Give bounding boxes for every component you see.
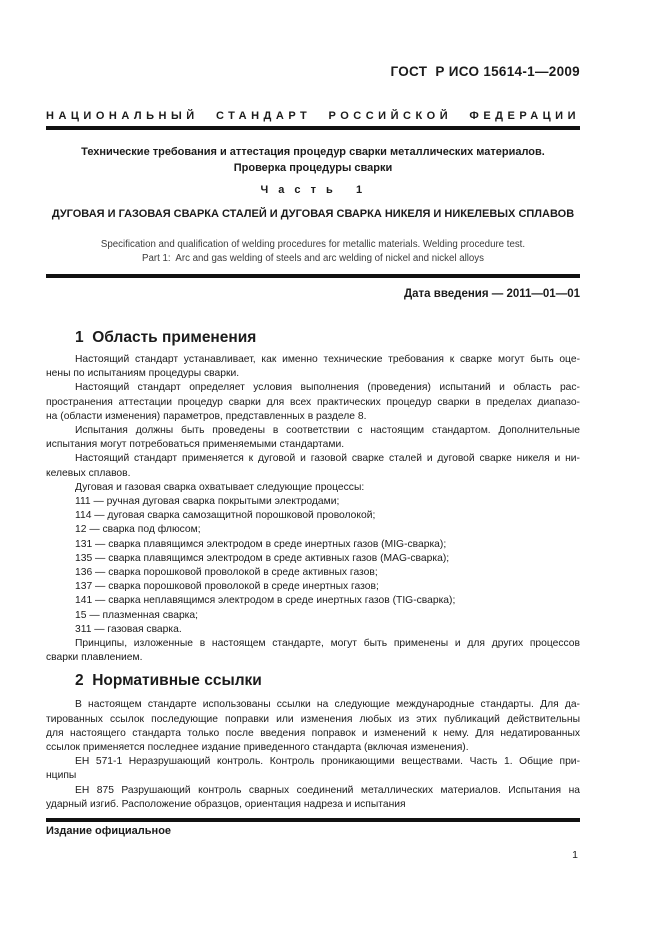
text-line: нены по испытаниям процедуры сварки. <box>46 368 240 380</box>
national-standard-line: НАЦИОНАЛЬНЫЙ СТАНДАРТ РОССИЙСКОЙ ФЕДЕРАЦИИ <box>46 110 580 122</box>
text-line: келевых сплавов. <box>46 467 131 479</box>
text-line: ссылок применяется последнее издание приведенного стандарта (включая изменения). <box>46 742 469 754</box>
text-line: 114 — дуговая сварка самозащитной порошковой проволокой; <box>75 510 376 522</box>
text-line: нципы <box>46 770 77 782</box>
paragraph <box>46 381 580 424</box>
text-line: 135 — сварка плавящимся электродом в среде активных газов (MAG-сварка); <box>75 552 450 564</box>
text-line: Настоящий стандарт применяется к дуговой и газовой сварке сталей и дуговой сварке никеля и ни- <box>75 453 580 465</box>
text-line: Настоящий стандарт устанавливает, как именно технические требования к сварке могут быть оце- <box>75 354 580 365</box>
title-ru-line1: Технические требования и аттестация процедур сварки металлических материалов. <box>81 146 545 158</box>
text-line: ЕН 875 Разрушающий контроль сварных соединений металлических материалов. Испытания на <box>75 784 580 796</box>
paragraph <box>46 452 580 480</box>
title-en-line1: Specification and qualification of welding procedures for metallic materials. Welding procedure test. <box>100 239 526 250</box>
text-line: ударный изгиб. Расположение образцов, ориентация надреза и испытания <box>46 798 406 810</box>
edition-note: Издание официальное <box>46 825 172 837</box>
title-rule <box>46 274 580 278</box>
text-line: сварки плавлением. <box>46 652 143 664</box>
text-line: тированных ссылок последующие поправки или изменения любых из этих публикаций действительны <box>46 713 580 725</box>
paragraph <box>46 424 580 452</box>
section-1-heading: 1 Область применения <box>75 329 257 346</box>
document-body <box>46 329 580 812</box>
part-label: Ч а с т ь 1 <box>260 184 366 196</box>
paragraph <box>46 755 580 783</box>
text-line: 311 — газовая сварка. <box>75 623 182 635</box>
text-line: 15 — плазменная сварка; <box>75 609 199 621</box>
title-en-line2: Part 1: Arc and gas welding of steels and arc welding of nickel and nickel alloys <box>142 253 484 264</box>
effective-date: Дата введения — 2011—01—01 <box>403 288 580 300</box>
main-title-caps: ДУГОВАЯ И ГАЗОВАЯ СВАРКА СТАЛЕЙ И ДУГОВАЯ СВАРКА НИКЕЛЯ И НИКЕЛЕВЫХ СПЛАВОВ <box>51 208 575 220</box>
text-line: пространения аттестации процедур сварки для всех практических процедур сварки в пределах диапазо- <box>46 396 580 408</box>
text-line: Принципы, изложенные в настоящем стандарте, могут быть применены и для других процессов <box>75 638 580 650</box>
paragraph <box>46 637 580 665</box>
document-code: ГОСТ Р ИСО 15614-1—2009 <box>390 64 580 79</box>
text-line: Дуговая и газовая сварка охватывает следующие процессы: <box>75 481 365 493</box>
welding-process-list <box>46 495 580 637</box>
paragraph <box>46 353 580 381</box>
text-line: 137 — сварка порошковой проволокой в среде инертных газов; <box>75 581 379 593</box>
paragraph <box>46 481 580 495</box>
text-line: Испытания должны быть проведены в соответствии с настоящим стандартом. Дополнительные <box>75 425 580 437</box>
header-rule <box>46 126 580 130</box>
title-ru-line2: Проверка процедуры сварки <box>233 162 393 174</box>
text-line: ЕН 571-1 Неразрушающий контроль. Контроль проникающими веществами. Часть 1. Общие при- <box>75 756 580 768</box>
text-line: 141 — сварка неплавящимся электродом в среде инертных газов (TIG-сварка); <box>75 595 456 607</box>
footer-rule <box>46 818 580 822</box>
text-line: 111 — ручная дуговая сварка покрытыми электродами; <box>75 496 340 508</box>
text-line: Настоящий стандарт определяет условия выполнения (проведения) испытаний и область рас- <box>75 382 580 394</box>
text-line: 136 — сварка порошковой проволокой в среде активных газов; <box>75 567 378 579</box>
page-number: 1 <box>572 849 578 861</box>
text-line: испытания могут потребоваться применяемыми стандартами. <box>46 439 345 451</box>
text-line: 131 — сварка плавящимся электродом в среде инертных газов (MIG-сварка); <box>75 538 447 550</box>
text-line: 12 — сварка под флюсом; <box>75 524 201 536</box>
text-line: В настоящем стандарте использованы ссылки на следующие международные стандарты. Для да- <box>75 699 580 711</box>
paragraph <box>46 698 580 755</box>
text-line: для настоящего стандарта только после введения поправок и изменений к нему. Для недатированных <box>46 727 580 739</box>
section-2-heading: 2 Нормативные ссылки <box>75 672 262 690</box>
paragraph <box>46 784 580 812</box>
text-line: на (области изменения) параметров, представленных в разделе 8. <box>46 410 367 422</box>
